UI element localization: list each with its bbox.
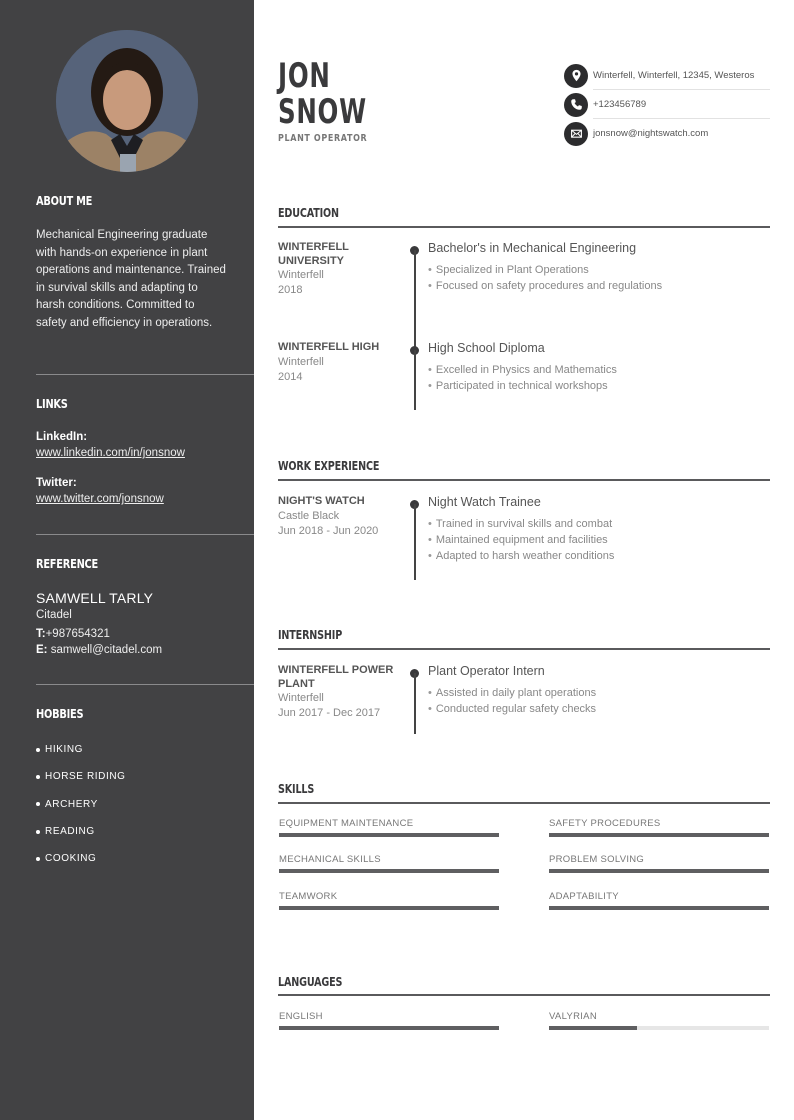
entry-details [428,664,770,717]
entry-details [428,495,770,564]
phone-label: T: [36,628,46,640]
email-value: samwell@citadel.com [50,644,163,656]
bullet-item: • Assisted in daily plant operations [428,685,770,701]
avatar [56,30,198,172]
linkedin-label: LinkedIn: [36,431,88,443]
timeline-line [414,673,416,734]
entry-org: PLANT [278,677,315,690]
work-heading: WORK EXPERIENCE [278,459,380,473]
links-heading: LINKS [36,397,68,411]
bullet-item: • Participated in technical workshops [428,378,770,394]
entry-meta [278,341,388,385]
section-rule [278,994,770,996]
entry-location: Winterfell [278,692,324,704]
section-rule [278,226,770,228]
entry-meta [278,495,388,539]
section-rule [278,802,770,804]
language-bar-fill [279,1026,499,1030]
entry-bullets [428,685,770,717]
language-bar [279,1026,499,1030]
skill-bar-fill [549,869,769,873]
entry-details [428,341,770,394]
envelope-icon [564,122,588,146]
entry-details [428,241,770,294]
hobby-item [36,791,254,818]
twitter-label: Twitter: [36,477,77,489]
entry-org: WINTERFELL [278,241,349,253]
language-bar-fill [549,1026,637,1030]
job-title: PLANT OPERATOR [278,133,368,144]
skill-bar-fill [549,833,769,837]
skill-bar [549,833,769,837]
skill-bar [549,869,769,873]
section-rule [278,648,770,650]
languages-heading: LANGUAGES [278,975,343,989]
entry-bullets [428,262,770,294]
email-text[interactable]: jonsnow@nightswatch.com [593,128,709,139]
entry-org: WINTERFELL HIGH [278,341,380,353]
hobby-label: COOKING [45,853,97,865]
language-label: VALYRIAN [549,1011,597,1022]
contact-address [564,61,770,90]
bullet-icon [36,830,40,834]
bullet-item: • Excelled in Physics and Mathematics [428,362,770,378]
skill-label: TEAMWORK [279,891,338,902]
profile-photo [56,30,198,172]
bullet-item: • Focused on safety procedures and regulations [428,278,770,294]
sidebar-divider [36,534,254,535]
bullet-icon [36,802,40,806]
entry-title: High School Diploma [428,341,545,355]
reference-email [36,642,254,658]
skill-label: MECHANICAL SKILLS [279,854,381,865]
language-item [279,1011,499,1030]
entry-meta [278,664,403,721]
skill-bar-fill [279,906,499,910]
sidebar [0,0,254,1120]
reference-org: Citadel [36,609,72,621]
bullet-item: • Trained in survival skills and combat [428,516,770,532]
bullet-item: • Adapted to harsh weather conditions [428,548,770,564]
hobby-label: HIKING [45,744,84,756]
reference-phone [36,626,254,642]
bullet-icon [36,775,40,779]
entry-location: Castle Black [278,509,340,522]
timeline-line [414,504,416,580]
hobbies-heading: HOBBIES [36,707,84,721]
entry-org: WINTERFELL POWER [278,664,394,676]
language-label: ENGLISH [279,1011,323,1022]
phone-icon [564,93,588,117]
entry-date: Jun 2017 - Dec 2017 [278,707,381,719]
entry-org: UNIVERSITY [278,254,345,267]
address-text: Winterfell, Winterfell, 12345, Westeros [593,70,755,81]
skill-item [549,854,769,873]
twitter-link[interactable]: www.twitter.com/jonsnow [36,493,164,505]
language-item [549,1011,769,1030]
bullet-icon [36,857,40,861]
bullet-item: • Specialized in Plant Operations [428,262,770,278]
skill-item [279,891,499,910]
hobby-item [36,736,254,763]
skill-item [549,818,769,837]
skill-label: ADAPTABILITY [549,891,619,902]
about-text: Mechanical Engineering graduate with hands-on experience in plant operations and maintenance. Trained in survival skills and adapting to harsh conditions. Committed to safety and efficiency in operations. [36,229,226,329]
hobby-item [36,763,254,790]
contact-email [564,119,770,148]
skill-item [279,854,499,873]
timeline-line [414,350,416,410]
entry-date: 2014 [278,370,303,383]
skill-label: PROBLEM SOLVING [549,854,645,865]
sidebar-divider [36,374,254,375]
first-name: JON [278,56,331,96]
hobby-label: ARCHERY [45,798,98,810]
hobby-item [36,818,254,845]
entry-location: Winterfell [278,269,324,281]
entry-bullets [428,516,770,564]
contact-phone [564,90,770,119]
entry-title: Plant Operator Intern [428,664,545,678]
full-name [278,58,367,130]
entry-title: Night Watch Trainee [428,495,541,509]
hobby-item [36,845,254,872]
entry-date: Jun 2018 - Jun 2020 [278,524,379,537]
hobby-label: HORSE RIDING [45,771,126,783]
skill-bar [279,833,499,837]
entry-meta [278,241,388,298]
bullet-item: • Maintained equipment and facilities [428,532,770,548]
education-heading: EDUCATION [278,206,339,220]
email-label: E: [36,644,48,656]
linkedin-link[interactable]: www.linkedin.com/in/jonsnow [36,447,185,459]
skills-heading: SKILLS [278,782,315,796]
language-bar [549,1026,769,1030]
entry-date: 2018 [278,284,303,296]
skill-label: EQUIPMENT MAINTENANCE [279,818,414,829]
section-rule [278,479,770,481]
contact-list [564,61,770,148]
last-name: SNOW [278,92,367,132]
skill-label: SAFETY PROCEDURES [549,818,661,829]
hobby-label: READING [45,826,95,838]
internship-heading: INTERNSHIP [278,628,343,642]
skill-bar [279,906,499,910]
entry-bullets [428,362,770,394]
hobbies-list [36,736,254,872]
about-heading: ABOUT ME [36,194,93,208]
phone-value: +987654321 [45,628,110,640]
skill-bar-fill [279,869,499,873]
bullet-icon [36,748,40,752]
main-content [278,0,770,1120]
skill-bar [279,869,499,873]
phone-text: +123456789 [593,99,647,110]
skill-bar-fill [279,833,499,837]
timeline-line [414,250,416,350]
bullet-item: • Conducted regular safety checks [428,701,770,717]
entry-org: NIGHT'S WATCH [278,495,365,507]
reference-heading: REFERENCE [36,557,99,571]
map-pin-icon [564,64,588,88]
skill-item [279,818,499,837]
sidebar-divider [36,684,254,685]
skill-bar [549,906,769,910]
reference-name: SAMWELL TARLY [36,590,154,606]
skill-item [549,891,769,910]
entry-title: Bachelor's in Mechanical Engineering [428,241,637,255]
skill-bar-fill [549,906,769,910]
entry-location: Winterfell [278,355,324,368]
